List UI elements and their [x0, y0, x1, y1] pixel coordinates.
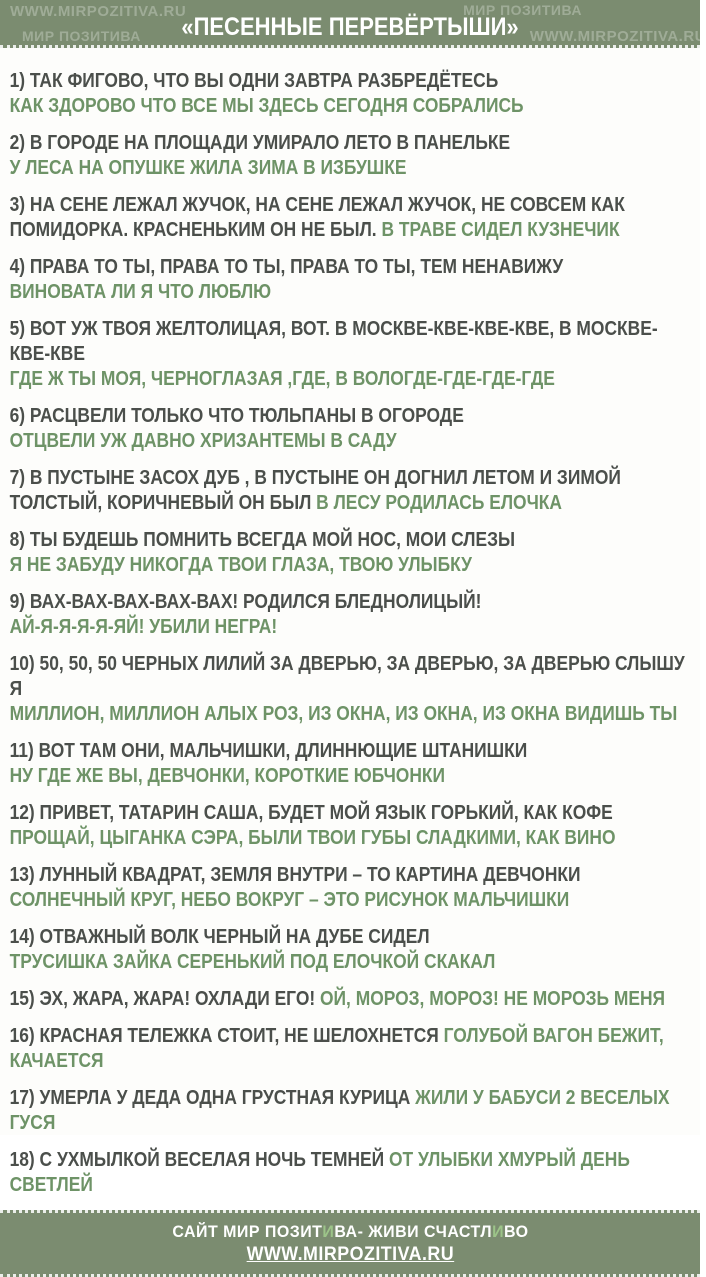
- item-number: 1): [9, 70, 26, 92]
- reversed-lyric-text: ВОТ УЖ ТВОЯ ЖЕЛТОЛИЦАЯ, ВОТ. В МОСКВЕ-КВЕ-КВЕ-КВЕ, В МОСКВЕ-КВЕ-КВЕ: [9, 318, 658, 365]
- original-lyric-text: ЖИЛИ У БАБУСИ 2 ВЕСЕЛЫХ ГУСЯ: [9, 1087, 670, 1134]
- list-item: [10, 739, 690, 789]
- list-item: [10, 466, 690, 516]
- item-number: 11): [9, 740, 34, 762]
- item-number: 4): [9, 256, 26, 278]
- reversed-lyric-text: В ПУСТЫНЕ ЗАСОХ ДУБ , В ПУСТЫНЕ ОН ДОГНИЛ ЛЕТОМ И ЗИМОЙ ТОЛСТЫЙ, КОРИЧНЕВЫЙ ОН БЫЛ: [9, 467, 621, 514]
- watermark-top-right: МИР ПОЗИТИВА: [463, 2, 582, 18]
- original-lyric-text: АЙ-Я-Я-Я-Я-ЯЙ! УБИЛИ НЕГРА!: [9, 616, 278, 638]
- reversed-lyric-text: ЛУННЫЙ КВАДРАТ, ЗЕМЛЯ ВНУТРИ – ТО КАРТИНА ДЕВЧОНКИ: [39, 864, 581, 886]
- reversed-lyric-text: КРАСНАЯ ТЕЛЕЖКА СТОИТ, НЕ ШЕЛОХНЕТСЯ: [39, 1025, 439, 1047]
- list-item: [10, 131, 690, 181]
- list-item: [10, 801, 690, 851]
- watermark-bottom-left: МИР ПОЗИТИВА: [22, 28, 141, 44]
- item-number: 12): [9, 802, 35, 824]
- original-lyric-text: ТРУСИШКА ЗАЙКА СЕРЕНЬКИЙ ПОД ЕЛОЧКОЙ СКАКАЛ: [9, 951, 496, 973]
- tagline-text: ВА- ЖИВИ СЧАСТЛ: [333, 1221, 492, 1241]
- tagline-highlight-letter: И: [491, 1221, 504, 1241]
- list-item: [10, 863, 690, 913]
- item-number: 9): [9, 591, 26, 613]
- original-lyric-text: МИЛЛИОН, МИЛЛИОН АЛЫХ РОЗ, ИЗ ОКНА, ИЗ ОКНА, ИЗ ОКНА ВИДИШЬ ТЫ: [9, 703, 678, 725]
- reversed-lyric-text: ОТВАЖНЫЙ ВОЛК ЧЕРНЫЙ НА ДУБЕ СИДЕЛ: [39, 926, 430, 948]
- tagline-highlight-letter: И: [321, 1221, 334, 1241]
- list-item: [10, 404, 690, 454]
- reversed-lyric-text: ТЫ БУДЕШЬ ПОМНИТЬ ВСЕГДА МОЙ НОС, МОИ СЛЕЗЫ: [29, 529, 516, 551]
- list-item: [10, 1024, 690, 1074]
- item-number: 15): [9, 988, 35, 1010]
- original-lyric-text: ВИНОВАТА ЛИ Я ЧТО ЛЮБЛЮ: [9, 281, 272, 303]
- reversed-lyric-text: В ГОРОДЕ НА ПЛОЩАДИ УМИРАЛО ЛЕТО В ПАНЕЛЬКЕ: [29, 132, 511, 154]
- original-lyric-text: СОЛНЕЧНЫЙ КРУГ, НЕБО ВОКРУГ – ЭТО РИСУНОК МАЛЬЧИШКИ: [9, 889, 570, 911]
- reversed-lyric-text: 50, 50, 50 ЧЕРНЫХ ЛИЛИЙ ЗА ДВЕРЬЮ, ЗА ДВЕРЬЮ, ЗА ДВЕРЬЮ СЛЫШУ Я: [9, 653, 685, 700]
- item-number: 17): [9, 1087, 35, 1109]
- list-item: [10, 1086, 690, 1136]
- reversed-lyric-text: ТАК ФИГОВО, ЧТО ВЫ ОДНИ ЗАВТРА РАЗБРЕДЁТЕСЬ: [29, 70, 499, 92]
- item-number: 7): [9, 467, 26, 489]
- tagline-text: САЙТ МИР ПОЗИТ: [171, 1221, 322, 1241]
- item-number: 6): [9, 405, 26, 427]
- list-item: [10, 652, 690, 727]
- reversed-lyric-text: ПРИВЕТ, ТАТАРИН САША, БУДЕТ МОЙ ЯЗЫК ГОРЬКИЙ, КАК КОФЕ: [39, 802, 613, 824]
- list-item: [10, 528, 690, 578]
- original-lyric-text: КАК ЗДОРОВО ЧТО ВСЕ МЫ ЗДЕСЬ СЕГОДНЯ СОБРАЛИСЬ: [9, 95, 524, 117]
- list-item: [10, 193, 690, 243]
- reversed-lyric-text: ПРАВА ТО ТЫ, ПРАВА ТО ТЫ, ПРАВА ТО ТЫ, ТЕМ НЕНАВИЖУ: [29, 256, 564, 278]
- original-lyric-text: ОЙ, МОРОЗ, МОРОЗ! НЕ МОРОЗЬ МЕНЯ: [319, 988, 666, 1010]
- reversed-lyric-text: УМЕРЛА У ДЕДА ОДНА ГРУСТНАЯ КУРИЦА: [39, 1087, 411, 1109]
- item-number: 13): [9, 864, 35, 886]
- original-lyric-text: У ЛЕСА НА ОПУШКЕ ЖИЛА ЗИМА В ИЗБУШКЕ: [9, 157, 407, 179]
- list-item: [10, 925, 690, 975]
- item-number: 2): [9, 132, 26, 154]
- riddles-list: [0, 69, 700, 1198]
- item-number: 8): [9, 529, 26, 551]
- original-lyric-text: В ЛЕСУ РОДИЛАСЬ ЕЛОЧКА: [316, 492, 562, 514]
- reversed-lyric-text: ЭХ, ЖАРА, ЖАРА! ОХЛАДИ ЕГО!: [39, 988, 316, 1010]
- riddles-list-container: [0, 48, 700, 1210]
- original-lyric-text: ПРОЩАЙ, ЦЫГАНКА СЭРА, БЫЛИ ТВОИ ГУБЫ СЛАДКИМИ, КАК ВИНО: [9, 827, 616, 849]
- item-number: 14): [9, 926, 35, 948]
- reversed-lyric-text: ВАХ-ВАХ-ВАХ-ВАХ-ВАХ! РОДИЛСЯ БЛЕДНОЛИЦЫЙ!: [29, 591, 482, 613]
- reversed-lyric-text: ВОТ ТАМ ОНИ, МАЛЬЧИШКИ, ДЛИННЮЩИЕ ШТАНИШКИ: [38, 740, 528, 762]
- list-item: [10, 255, 690, 305]
- item-number: 5): [9, 318, 26, 340]
- header-banner: [0, 0, 706, 48]
- list-item: [10, 987, 690, 1012]
- footer-tagline: [172, 1222, 528, 1242]
- reversed-lyric-text: РАСЦВЕЛИ ТОЛЬКО ЧТО ТЮЛЬПАНЫ В ОГОРОДЕ: [29, 405, 464, 427]
- original-lyric-text: В ТРАВЕ СИДЕЛ КУЗНЕЧИК: [381, 219, 620, 241]
- watermark-top-left: WWW.MIRPOZITIVA.RU: [10, 3, 187, 20]
- item-number: 18): [9, 1149, 35, 1171]
- page-title: «ПЕСЕННЫЕ ПЕРЕВЁРТЫШИ»: [181, 13, 519, 41]
- reversed-lyric-text: НА СЕНЕ ЛЕЖАЛ ЖУЧОК, НА СЕНЕ ЛЕЖАЛ ЖУЧОК, НЕ СОВСЕМ КАК ПОМИДОРКА. КРАСНЕНЬКИМ ОН НЕ БЫЛ.: [9, 194, 625, 241]
- list-item: [10, 1148, 690, 1198]
- item-number: 3): [9, 194, 26, 216]
- list-item: [10, 590, 690, 640]
- original-lyric-text: ГДЕ Ж ТЫ МОЯ, ЧЕРНОГЛАЗАЯ ,ГДЕ, В ВОЛОГДЕ-ГДЕ-ГДЕ-ГДЕ: [9, 368, 555, 390]
- footer-url-link[interactable]: WWW.MIRPOZITIVA.RU: [246, 1243, 454, 1265]
- original-lyric-text: ОТЦВЕЛИ УЖ ДАВНО ХРИЗАНТЕМЫ В САДУ: [9, 430, 397, 452]
- original-lyric-text: ОТ УЛЫБКИ ХМУРЫЙ ДЕНЬ СВЕТЛЕЙ: [9, 1149, 630, 1196]
- item-number: 16): [9, 1025, 35, 1047]
- original-lyric-text: ГОЛУБОЙ ВАГОН БЕЖИТ, КАЧАЕТСЯ: [9, 1025, 664, 1072]
- item-number: 10): [9, 653, 35, 675]
- footer-banner: [0, 1210, 700, 1277]
- original-lyric-text: Я НЕ ЗАБУДУ НИКОГДА ТВОИ ГЛАЗА, ТВОЮ УЛЫБКУ: [9, 554, 472, 576]
- original-lyric-text: НУ ГДЕ ЖЕ ВЫ, ДЕВЧОНКИ, КОРОТКИЕ ЮБЧОНКИ: [9, 765, 446, 787]
- list-item: [10, 317, 690, 392]
- list-item: [10, 69, 690, 119]
- tagline-text: ВО: [503, 1221, 529, 1241]
- reversed-lyric-text: С УХМЫЛКОЙ ВЕСЕЛАЯ НОЧЬ ТЕМНЕЙ: [39, 1149, 385, 1171]
- watermark-bottom-right: WWW.MIRPOZITIVA.RU: [529, 28, 706, 45]
